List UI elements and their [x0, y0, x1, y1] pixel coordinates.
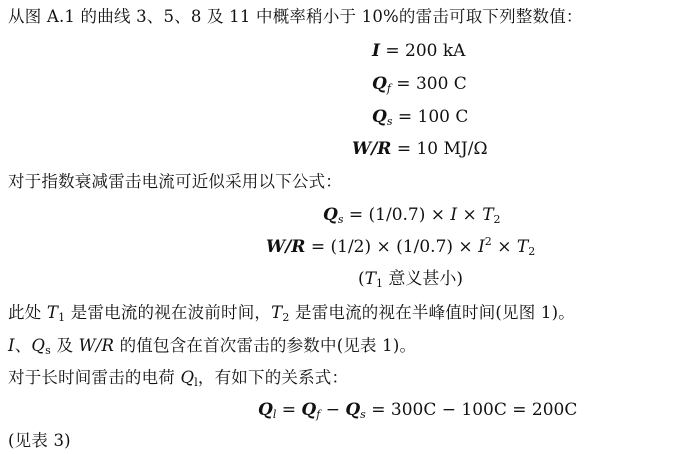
intro-text: 从图 A.1 的曲线 3、5、8 及 11 中概率稍小于 10%的雷击可取下列整数值：	[8, 7, 583, 26]
explain-t1-t2	[8, 302, 694, 324]
value-qf-rhs: = 300 C	[396, 74, 467, 94]
long-eq-q2-sub: f	[316, 408, 321, 421]
long-intro-post: ，有如下的关系式：	[197, 368, 349, 387]
formula-qs-rhs-pre: = (1/0.7) ×	[348, 205, 451, 225]
note-t: T	[364, 269, 376, 289]
formula-qs-t: T	[482, 205, 494, 225]
footer-see-table: (见表 3)	[8, 431, 71, 450]
symbol-q: Q	[372, 74, 387, 94]
value-wr-rhs: = 10 MJ/Ω	[396, 139, 488, 159]
explain1-pre: 此处	[8, 303, 47, 322]
long-eq-q1: Q	[258, 400, 273, 420]
explain2-q: Q	[31, 336, 46, 355]
explain1-post: 是雷电流的视在半峰值时间(见图 1)。	[289, 303, 575, 322]
explain1-mid: 是雷电流的视在波前时间，	[65, 303, 272, 322]
long-eq-q3-sub: s	[360, 408, 366, 421]
long-eq-q1-sub: l	[272, 408, 277, 421]
explain2-post: 的值包含在首次雷击的参数中(见表 1)。	[114, 336, 417, 355]
formula-intro-text: 对于指数衰减雷击电流可近似采用以下公式：	[8, 172, 342, 191]
formula-qs-i: I	[450, 205, 458, 225]
formula-wr-rhs-mid: ×	[491, 237, 517, 257]
formula-wr-rhs-pre: = (1/2) × (1/0.7) ×	[310, 237, 479, 257]
long-eq-rhs: = 300C − 100C = 200C	[365, 400, 578, 420]
long-eq-minus: −	[320, 400, 346, 420]
explain1-t2-sub: 2	[282, 311, 290, 324]
long-strike-intro	[8, 367, 694, 389]
formula-qs-lhs-sub: s	[337, 213, 344, 226]
formula-qs-rhs-mid: ×	[457, 205, 483, 225]
explain2-wr: W/R	[78, 336, 115, 355]
explain1-t2: T	[271, 303, 283, 322]
explain2-mid: 及	[51, 336, 79, 355]
formula-wr-lhs: W/R	[266, 237, 306, 257]
subscript-f: f	[386, 82, 391, 95]
formula-wr-t: T	[516, 237, 529, 257]
value-i-rhs: = 200 kA	[385, 41, 466, 61]
formula-wr-t-sub: 2	[528, 245, 536, 258]
value-qs-rhs: = 100 C	[397, 107, 469, 127]
formula-wr-i: I	[478, 237, 485, 257]
long-eq-q3: Q	[345, 400, 361, 420]
symbol-i: I	[372, 41, 380, 61]
explain2-q-sub: s	[45, 344, 52, 357]
note-open: (	[358, 269, 365, 289]
value-i	[372, 40, 465, 62]
subscript-s: s	[386, 115, 393, 128]
formula-wr	[266, 236, 535, 258]
symbol-wr: W/R	[352, 139, 392, 159]
explain1-t1-sub: 1	[58, 311, 66, 324]
long-eq-eq1: =	[276, 400, 302, 420]
long-strike-equation	[258, 399, 577, 421]
long-intro-q-sub: l	[194, 376, 198, 389]
note-t1	[358, 268, 463, 290]
long-eq-q2: Q	[301, 400, 317, 420]
formula-qs	[323, 204, 501, 226]
symbol-q: Q	[372, 107, 387, 127]
note-t-sub: 1	[375, 277, 383, 290]
value-qs	[372, 106, 468, 128]
formula-qs-lhs: Q	[323, 205, 338, 225]
note-text: 意义甚小)	[382, 269, 464, 289]
explain2-sep: 、	[14, 336, 32, 355]
explain-values	[8, 335, 694, 357]
formula-qs-t-sub: 2	[493, 213, 501, 226]
value-wr	[352, 138, 488, 160]
explain1-t1: T	[46, 303, 59, 322]
long-intro-q: Q	[180, 368, 195, 387]
value-qf	[372, 73, 467, 95]
formula-wr-sup: 2	[484, 235, 492, 248]
long-intro-pre: 对于长时间雷击的电荷	[8, 368, 181, 387]
explain2-i: I	[8, 336, 15, 355]
